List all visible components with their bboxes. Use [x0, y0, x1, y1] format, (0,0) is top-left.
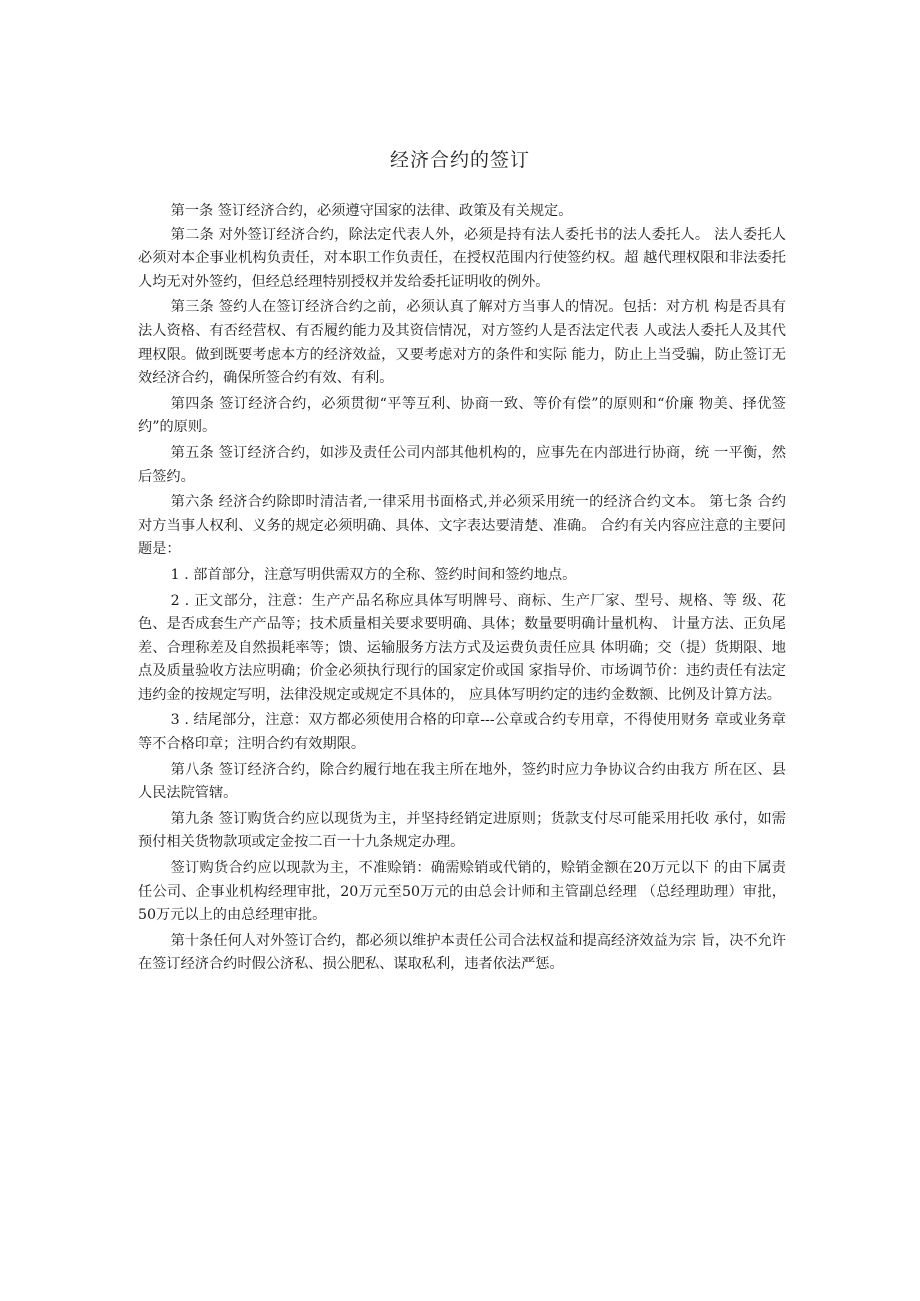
paragraph-article-3: 第三条 签约人在签订经济合约之前，必须认真了解对方当事人的情况。包括：对方机 构是否具有法人资格、有否经营权、有否履约能力及其资信情况，对方签约人是否法定代表 人或法人委托人及其代理权限。做到既要考虑本方的经济效益，又要考虑对方的条件和实际 能力，防止上当受骗，防止签订无效经济合约，确保所签合约有效、有利。	[138, 299, 786, 387]
paragraph-article-2: 第二条 对外签订经济合约，除法定代表人外，必须是持有法人委托书的法人委托人。 法人委托人必须对本企事业机构负责任，对本职工作负责任，在授权范围内行使签约权。超 越代理权限和非法委托人均无对外签约，但经总经理特别授权并发给委托证明收的例外。	[138, 226, 786, 290]
paragraph-article-6-7: 第六条 经济合约除即时清洁者,一律采用书面格式,并必须采用统一的经济合约文本。 第七条 合约对方当事人权利、义务的规定必须明确、具体、文字表达要清楚、准确。 合约有关内容应注意的主要问题是：	[138, 494, 786, 558]
paragraph-purchase-terms: 签订购货合约应以现款为主，不准赊销：确需赊销或代销的，赊销金额在20万元以下 的由下属责任公司、企事业机构经理审批，20万元至50万元的由总会计师和主管副总经理 （总经理助理）审批，50万元以上的由总经理审批。	[138, 860, 786, 924]
paragraph-article-9: 第九条 签订购货合约应以现货为主，并坚持经销定进原则；货款支付尽可能采用托收 承付，如需预付相关货物款项或定金按二百一十九条规定办理。	[138, 810, 786, 851]
paragraph-item-2: 2 . 正文部分，注意：生产产品名称应具体写明牌号、商标、生产厂家、型号、规格、等 级、花色、是否成套生产产品等；技术质量相关要求要明确、具体；数量要明确计量机构、 计量方法、正负尾差、合理称差及自然损耗率等；馈、运输服务方法方式及运费负责任应具 体明确；交（提）货期限、地点及质量验收方法应明确；价金必须执行现行的国家定价或国 家指导价、市场调节价：违约责任有法定违约金的按规定写明，法律没规定或规定不具体的， 应具体写明约定的违约金数额、比例及计算方法。	[138, 592, 786, 703]
paragraph-article-8: 第八条 签订经济合约，除合约履行地在我主所在地外，签约时应力争协议合约由我方 所在区、县人民法院管辖。	[138, 761, 786, 802]
paragraph-article-4: 第四条 签订经济合约，必须贯彻“平等互利、协商一致、等价有偿”的原则和“价廉 物美、择优签约”的原则。	[138, 395, 786, 436]
paragraph-item-3: 3 . 结尾部分，注意：双方都必须使用合格的印章---公章或合约专用章，不得使用财务 章或业务章等不合格印章；注明合约有效期限。	[138, 712, 786, 753]
document-title: 经济合约的签订	[389, 149, 530, 171]
paragraph-article-5: 第五条 签订经济合约，如涉及责任公司内部其他机构的，应事先在内部进行协商，统 一平衡，然后签约。	[138, 444, 786, 485]
paragraph-article-10: 第十条任何人对外签订合约，都必须以维护本责任公司合法权益和提高经济效益为宗 旨，决不允许在签订经济合约时假公济私、损公肥私、谋取私利，违者依法严惩。	[138, 932, 786, 973]
paragraph-article-1: 第一条 签订经济合约，必须遵守国家的法律、政策及有关规定。	[170, 203, 573, 219]
paragraph-item-1: 1 . 部首部分，注意写明供需双方的全称、签约时间和签约地点。	[170, 566, 577, 583]
document-body	[138, 200, 786, 977]
